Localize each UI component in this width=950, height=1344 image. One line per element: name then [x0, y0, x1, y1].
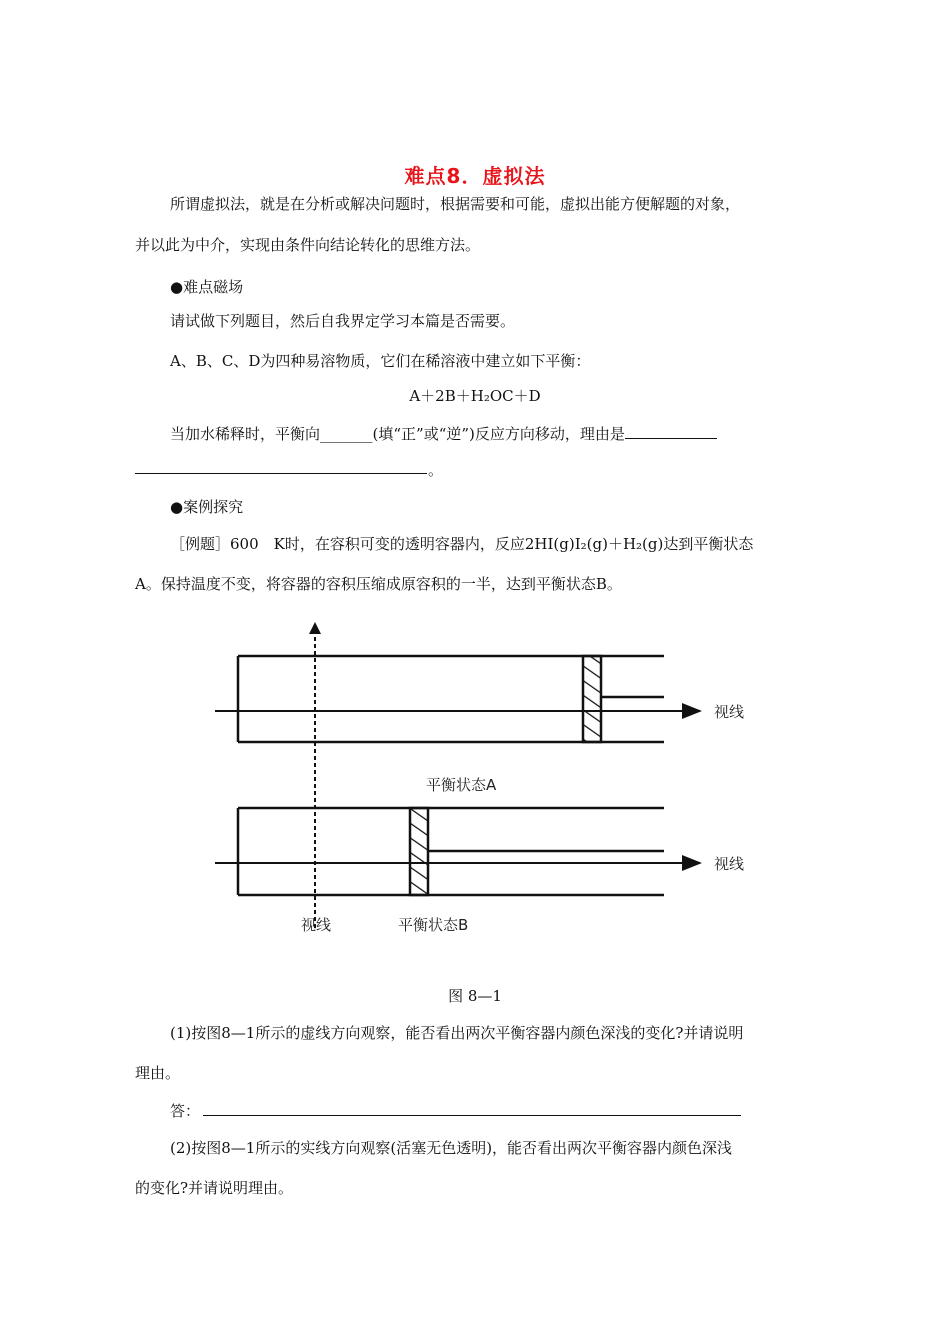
answer-label: 答：: [170, 1102, 201, 1120]
question-2-line-2: 的变化?并请说明理由。: [135, 1179, 294, 1197]
intro-line-1: 所谓虚拟法，就是在分析或解决问题时，根据需要和可能，虚拟出能方便解题的对象，: [170, 195, 741, 213]
state-b-label: 平衡状态B: [398, 916, 469, 934]
container-b: [238, 808, 664, 895]
direction-blank[interactable]: _______: [320, 425, 373, 443]
sight-label-bottom: 视线: [301, 916, 332, 934]
intro-line-2: 并以此为中介，实现由条件向结论转化的思维方法。: [135, 236, 481, 254]
reason-blank-2[interactable]: [135, 473, 427, 474]
question-1-line-1: (1)按图8—1所示的虚线方向观察，能否看出两次平衡容器内颜色深浅的变化?并请说明: [170, 1024, 744, 1042]
question-start: 当加水稀释时，平衡向: [170, 425, 321, 443]
example-line-2: A。保持温度不变，将容器的容积压缩成原容积的一半，达到平衡状态B。: [135, 575, 622, 593]
piston-a: [583, 656, 601, 742]
answer-blank[interactable]: [203, 1115, 741, 1116]
figure-caption: 图 8—1: [448, 987, 502, 1005]
equilibrium-equation: A＋2B＋H₂OC＋D: [409, 387, 541, 405]
question-mid: (填“正”或“逆”)反应方向移动，理由是: [372, 425, 625, 443]
sight-label-b: 视线: [714, 855, 745, 873]
example-line-1: ［例题］600 K时，在容积可变的透明容器内，反应2HI(g)I₂(g)＋H₂(g)达到平衡状态: [170, 535, 754, 553]
sight-label-a: 视线: [714, 703, 745, 721]
page-title: 难点8．虚拟法: [404, 164, 546, 188]
dashed-sight-arrow-icon: [309, 622, 321, 634]
question-2-line-1: (2)按图8—1所示的实线方向观察(活塞无色透明)，能否看出两次平衡容器内颜色深浅: [170, 1139, 733, 1157]
question-1-line-2: 理由。: [135, 1064, 181, 1082]
section-heading-difficulty: ●难点磁场: [170, 278, 244, 296]
instruction-text: 请试做下列题目，然后自我界定学习本篇是否需要。: [170, 312, 516, 330]
question-end: 。: [428, 461, 444, 479]
piston-b: [410, 808, 428, 895]
state-a-label: 平衡状态A: [426, 776, 497, 794]
reason-blank-1[interactable]: [625, 424, 717, 439]
figure-8-1: [0, 610, 950, 940]
fill-question: [170, 423, 717, 444]
problem-text: A、B、C、D为四种易溶物质，它们在稀溶液中建立如下平衡：: [170, 352, 591, 370]
section-heading-case: ●案例探究: [170, 498, 244, 516]
container-a: [238, 656, 664, 742]
